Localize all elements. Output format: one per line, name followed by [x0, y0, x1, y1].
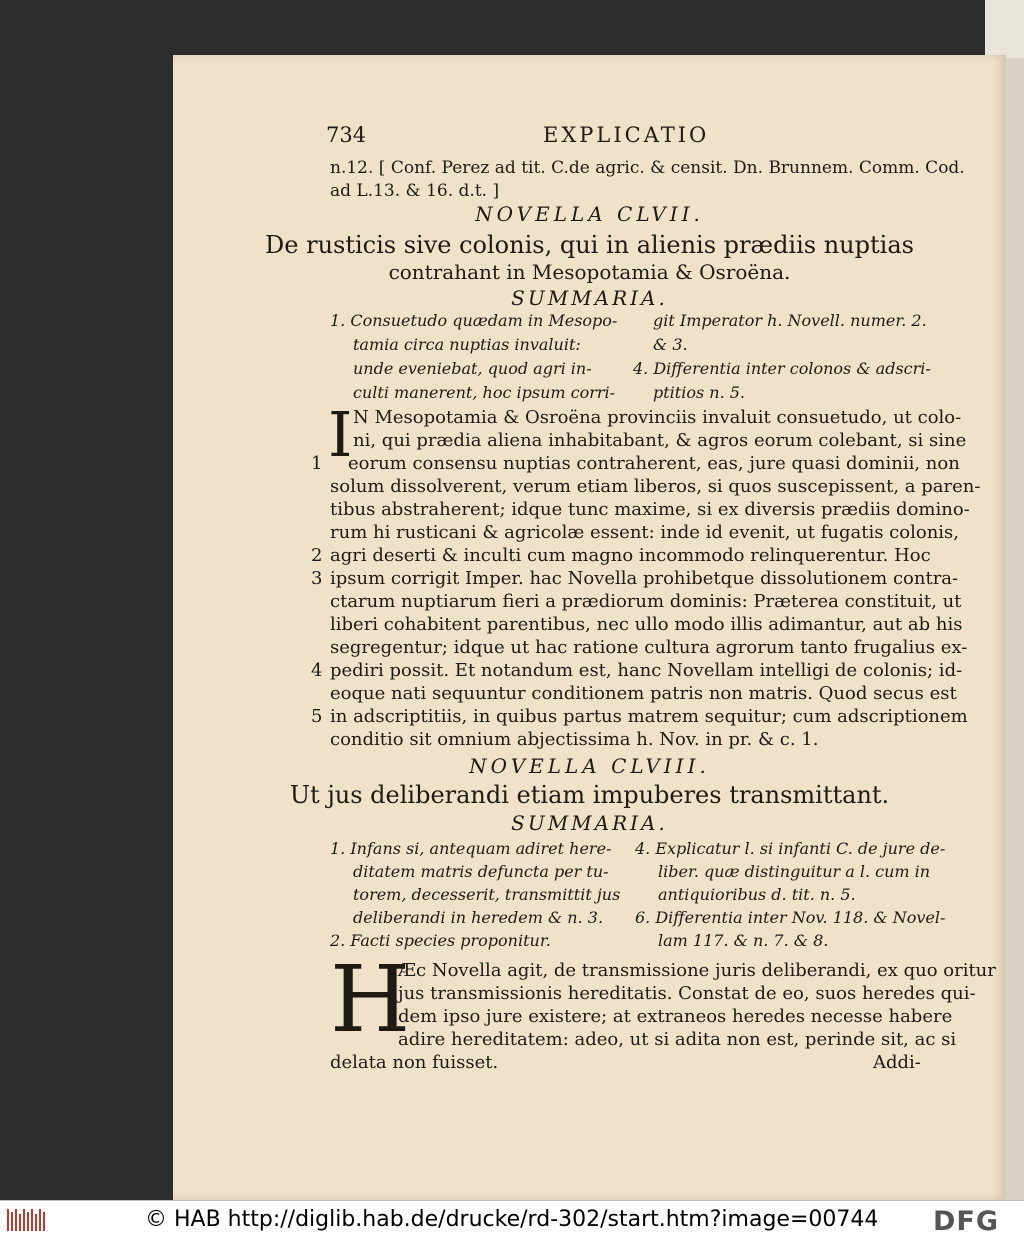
intro-line-1: n.12. [ Conf. Perez ad tit. C.de agric. & censit. Dn. Brunnem. Comm. Cod. — [330, 158, 965, 178]
summary-157-left-4: culti manerent, hoc ipsum corri- — [353, 383, 616, 402]
body-157-line-4: solum dissolverent, verum etiam liberos, si quos suscepissent, a paren- — [330, 476, 981, 497]
body-158-line-5: delata non fuisset. — [330, 1052, 499, 1073]
margin-number-4: 4 — [311, 660, 323, 681]
summary-158-left-1: 1. Infans si, antequam adiret here- — [330, 839, 612, 858]
margin-number-5: 5 — [311, 706, 323, 727]
copyright-link[interactable]: © HAB http://diglib.hab.de/drucke/rd-302/start.htm?image=00744 — [145, 1207, 879, 1232]
dfg-logo: DFG — [933, 1206, 1000, 1237]
novella-158-summaria-label: SUMMARIA. — [511, 811, 668, 835]
summary-157-left-2: tamia circa nuptias invaluit: — [353, 335, 581, 354]
summary-158-right-1: 4. Explicatur l. si infanti C. de jure de- — [635, 839, 946, 858]
body-157-line-5: tibus abstraherent; idque tunc maxime, si ex diversis prædiis domino- — [330, 499, 970, 520]
summary-158-left-5: 2. Facti species proponitur. — [330, 931, 551, 950]
body-157-line-2: ni, qui prædia aliena inhabitabant, & agros eorum colebant, si sine — [353, 430, 967, 451]
summary-157-right-3: 4. Differentia inter colonos & adscri- — [633, 359, 931, 378]
body-157-line-13: eoque nati sequuntur conditionem patris non matris. Quod secus est — [330, 683, 957, 704]
summary-157-right-4: ptitios n. 5. — [653, 383, 746, 402]
novella-158-heading: NOVELLA CLVIII. — [469, 754, 710, 778]
summary-157-right-1: git Imperator h. Novell. numer. 2. — [653, 311, 927, 330]
summary-157-right-2: & 3. — [653, 335, 688, 354]
summary-158-right-3: antiquioribus d. tit. n. 5. — [658, 885, 856, 904]
margin-number-3: 3 — [311, 568, 323, 589]
viewer-footer — [0, 1200, 1024, 1239]
summary-158-left-3: torem, decesserit, transmittit jus — [353, 885, 621, 904]
body-157-line-14: in adscriptitiis, in quibus partus matrem sequitur; cum adscriptionem — [330, 706, 968, 727]
running-title: EXPLICATIO — [543, 123, 710, 147]
drop-cap-i: I — [328, 398, 353, 471]
body-157-line-7: agri deserti & inculti cum magno incommodo relinquerentur. Hoc — [330, 545, 931, 566]
drop-cap-h: H — [330, 946, 411, 1053]
page-number: 734 — [326, 123, 367, 147]
body-158-line-2: jus transmissionis hereditatis. Constat de eo, suos heredes qui- — [398, 983, 976, 1004]
novella-157-heading: NOVELLA CLVII. — [475, 202, 704, 226]
summary-157-left-1: 1. Consuetudo quædam in Mesopo- — [330, 311, 618, 330]
body-157-line-3: eorum consensu nuptias contraherent, eas, jure quasi dominii, non — [348, 453, 960, 474]
body-157-line-10: liberi cohabitent parentibus, nec ullo modo illis adimantur, aut ab his — [330, 614, 963, 635]
summary-157-left-3: unde eveniebat, quod agri in- — [353, 359, 592, 378]
book-page — [173, 55, 1006, 1200]
body-158-line-4: adire hereditatem: adeo, ut si adita non est, perinde sit, ac si — [398, 1029, 957, 1050]
summary-158-right-4: 6. Differentia inter Nov. 118. & Novel- — [635, 908, 946, 927]
hab-logo-icon — [6, 1207, 46, 1233]
body-157-line-8: ipsum corrigit Imper. hac Novella prohibetque dissolutionem contra- — [330, 568, 959, 589]
body-157-line-15: conditio sit omnium abjectissima h. Nov. in pr. & c. 1. — [330, 729, 819, 750]
novella-157-title-line-2: contrahant in Mesopotamia & Osroëna. — [388, 260, 791, 284]
margin-number-2: 2 — [311, 545, 323, 566]
body-158-line-3: dem ipso jure existere; at extraneos heredes necesse habere — [398, 1006, 953, 1027]
body-157-line-6: rum hi rusticani & agricolæ essent: inde id evenit, ut fugatis colonis, — [330, 522, 960, 543]
summary-158-right-5: lam 117. & n. 7. & 8. — [658, 931, 829, 950]
novella-158-title: Ut jus deliberandi etiam impuberes transmittant. — [289, 781, 890, 809]
intro-line-2: ad L.13. & 16. d.t. ] — [330, 181, 500, 201]
body-157-line-11: segregentur; idque ut hac ratione cultura agrorum tanto frugalius ex- — [330, 637, 968, 658]
catchword: Addi- — [873, 1052, 921, 1073]
novella-157-summaria-label: SUMMARIA. — [511, 286, 668, 310]
body-158-line-1: Æc Novella agit, de transmissione juris deliberandi, ex quo oritur — [398, 960, 996, 981]
body-157-line-1: N Mesopotamia & Osroëna provinciis invaluit consuetudo, ut colo- — [353, 407, 962, 428]
summary-158-left-2: ditatem matris defuncta per tu- — [353, 862, 609, 881]
body-157-line-12: pediri possit. Et notandum est, hanc Novellam intelligi de colonis; id- — [330, 660, 963, 681]
summary-158-left-4: deliberandi in heredem & n. 3. — [353, 908, 604, 927]
novella-157-title-line-1: De rusticis sive colonis, qui in alienis prædiis nuptias — [265, 231, 914, 259]
margin-number-1: 1 — [311, 453, 323, 474]
summary-158-right-2: liber. quæ distinguitur a l. cum in — [658, 862, 931, 881]
body-157-line-9: ctarum nuptiarum fieri a prædiorum dominis: Præterea constituit, ut — [330, 591, 962, 612]
